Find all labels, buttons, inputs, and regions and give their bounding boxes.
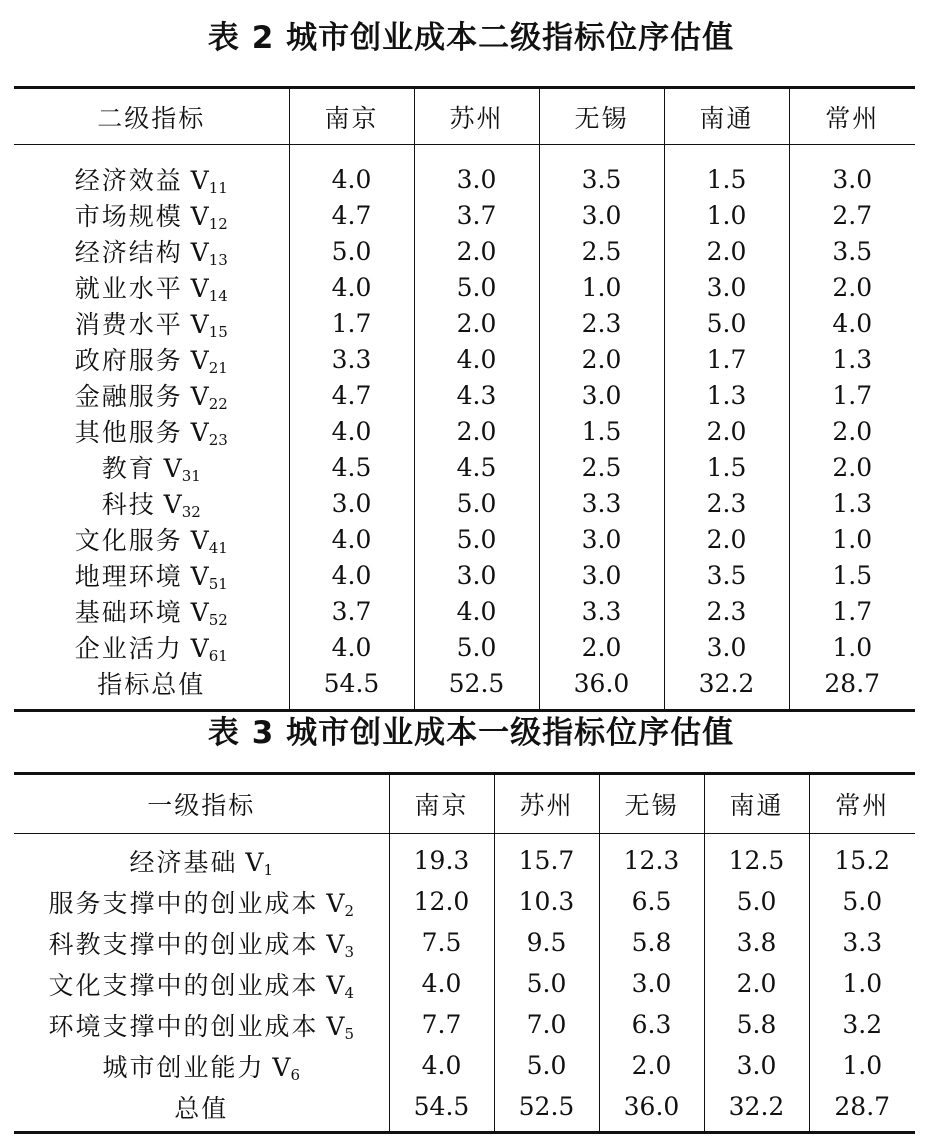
value-cell: 3.0 (289, 485, 414, 521)
value-cell: 36.0 (599, 1086, 704, 1133)
indicator-label-cell (14, 145, 289, 198)
value-cell: 1.7 (289, 305, 414, 341)
value-cell: 1.3 (789, 485, 915, 521)
value-cell: 2.0 (599, 1045, 704, 1086)
table3-header-city: 南京 (389, 774, 494, 834)
indicator-label-cell (14, 449, 289, 485)
table-row (14, 449, 915, 485)
table2-header-city: 南京 (289, 88, 414, 145)
indicator-subscript: 12 (208, 214, 228, 233)
indicator-subscript: 4 (344, 983, 355, 1002)
value-cell: 2.0 (664, 521, 789, 557)
table-row (14, 269, 915, 305)
value-cell: 1.3 (789, 341, 915, 377)
value-cell: 2.0 (539, 629, 664, 665)
indicator-subscript: 31 (181, 466, 201, 485)
indicator-label: 总值 (174, 1093, 229, 1123)
indicator-subscript: 14 (208, 286, 228, 305)
table2-header-city: 无锡 (539, 88, 664, 145)
value-cell: 2.0 (414, 413, 539, 449)
indicator-subscript: 11 (208, 178, 228, 197)
table-row (14, 665, 915, 711)
value-cell: 4.5 (289, 449, 414, 485)
indicator-subscript: 3 (344, 942, 355, 961)
indicator-label: 基础环境 (74, 598, 183, 627)
indicator-symbol: V (190, 310, 209, 339)
value-cell: 3.5 (664, 557, 789, 593)
value-cell: 3.3 (289, 341, 414, 377)
value-cell: 5.8 (704, 1004, 809, 1045)
table-row (14, 377, 915, 413)
value-cell: 3.0 (664, 629, 789, 665)
value-cell: 5.0 (414, 269, 539, 305)
value-cell: 10.3 (494, 881, 599, 922)
value-cell: 15.7 (494, 834, 599, 882)
table-row (14, 1086, 915, 1133)
value-cell: 3.2 (809, 1004, 915, 1045)
indicator-label: 科技 (101, 490, 156, 519)
value-cell: 7.0 (494, 1004, 599, 1045)
value-cell: 2.5 (539, 449, 664, 485)
indicator-subscript: 15 (208, 322, 228, 341)
value-cell: 4.0 (289, 413, 414, 449)
value-cell: 2.0 (789, 269, 915, 305)
indicator-label: 市场规模 (74, 202, 183, 231)
indicator-symbol: V (272, 1052, 291, 1082)
value-cell: 3.3 (539, 593, 664, 629)
table3 (14, 772, 915, 1134)
indicator-label: 文化服务 (74, 526, 183, 555)
value-cell: 4.0 (289, 145, 414, 198)
indicator-label-cell (14, 377, 289, 413)
indicator-label-cell (14, 834, 389, 882)
value-cell: 4.0 (389, 1045, 494, 1086)
value-cell: 2.0 (664, 233, 789, 269)
value-cell: 3.7 (289, 593, 414, 629)
table2-caption: 表 2 城市创业成本二级指标位序估值 (207, 20, 735, 56)
indicator-symbol: V (163, 490, 182, 519)
value-cell: 2.3 (664, 485, 789, 521)
indicator-label: 经济效益 (74, 166, 183, 195)
indicator-symbol: V (190, 526, 209, 555)
value-cell: 28.7 (789, 665, 915, 711)
indicator-subscript: 22 (208, 394, 228, 413)
indicator-symbol: V (190, 382, 209, 411)
indicator-subscript: 51 (208, 574, 228, 593)
value-cell: 6.3 (599, 1004, 704, 1045)
table3-caption: 表 3 城市创业成本一级指标位序估值 (207, 715, 735, 751)
value-cell: 4.0 (414, 593, 539, 629)
value-cell: 3.0 (539, 557, 664, 593)
table-row (14, 834, 915, 882)
indicator-label-cell (14, 485, 289, 521)
value-cell: 5.0 (704, 881, 809, 922)
table-row (14, 233, 915, 269)
value-cell: 4.0 (389, 963, 494, 1004)
table-row (14, 557, 915, 593)
value-cell: 5.8 (599, 922, 704, 963)
value-cell: 4.7 (289, 377, 414, 413)
value-cell: 3.0 (539, 377, 664, 413)
value-cell: 3.0 (704, 1045, 809, 1086)
value-cell: 3.8 (704, 922, 809, 963)
table3-header-city: 常州 (809, 774, 915, 834)
table-row (14, 1045, 915, 1086)
value-cell: 1.0 (809, 1045, 915, 1086)
value-cell: 1.5 (789, 557, 915, 593)
table2-header-indicator: 二级指标 (14, 88, 289, 145)
indicator-symbol: V (326, 970, 345, 1000)
value-cell: 2.5 (539, 233, 664, 269)
table3-header-indicator: 一级指标 (14, 774, 389, 834)
table-row (14, 1004, 915, 1045)
value-cell: 5.0 (494, 963, 599, 1004)
indicator-label-cell (14, 557, 289, 593)
value-cell: 4.0 (414, 341, 539, 377)
indicator-label-cell (14, 1086, 389, 1133)
indicator-label: 政府服务 (74, 346, 183, 375)
value-cell: 2.0 (414, 233, 539, 269)
indicator-label: 城市创业能力 (102, 1052, 265, 1082)
indicator-label: 环境支撑中的创业成本 (48, 1011, 319, 1041)
value-cell: 1.5 (539, 413, 664, 449)
value-cell: 3.0 (664, 269, 789, 305)
value-cell: 1.7 (789, 377, 915, 413)
table3-header-row (14, 774, 915, 834)
indicator-label: 其他服务 (74, 418, 183, 447)
value-cell: 2.3 (664, 593, 789, 629)
table2-container (14, 86, 915, 712)
value-cell: 52.5 (414, 665, 539, 711)
indicator-label: 消费水平 (74, 310, 183, 339)
value-cell: 2.0 (789, 413, 915, 449)
indicator-label: 企业活力 (74, 634, 183, 663)
value-cell: 1.0 (789, 629, 915, 665)
indicator-symbol: V (190, 418, 209, 447)
table2 (14, 86, 915, 712)
value-cell: 7.5 (389, 922, 494, 963)
value-cell: 2.0 (414, 305, 539, 341)
indicator-subscript: 32 (181, 502, 201, 521)
indicator-label-cell (14, 197, 289, 233)
indicator-label-cell (14, 305, 289, 341)
value-cell: 1.3 (664, 377, 789, 413)
indicator-label: 科教支撑中的创业成本 (48, 929, 319, 959)
value-cell: 5.0 (414, 521, 539, 557)
value-cell: 1.7 (664, 341, 789, 377)
indicator-label-cell (14, 233, 289, 269)
value-cell: 1.7 (789, 593, 915, 629)
value-cell: 5.0 (289, 233, 414, 269)
value-cell: 52.5 (494, 1086, 599, 1133)
table-row (14, 145, 915, 198)
value-cell: 3.5 (789, 233, 915, 269)
indicator-label-cell (14, 963, 389, 1004)
indicator-symbol: V (190, 562, 209, 591)
value-cell: 12.0 (389, 881, 494, 922)
indicator-symbol: V (190, 274, 209, 303)
value-cell: 4.0 (789, 305, 915, 341)
indicator-subscript: 1 (263, 860, 274, 879)
value-cell: 2.0 (539, 341, 664, 377)
indicator-subscript: 2 (344, 901, 355, 920)
indicator-symbol: V (190, 202, 209, 231)
value-cell: 2.7 (789, 197, 915, 233)
value-cell: 3.0 (414, 145, 539, 198)
value-cell: 12.5 (704, 834, 809, 882)
value-cell: 32.2 (664, 665, 789, 711)
value-cell: 3.0 (539, 521, 664, 557)
indicator-label: 经济基础 (129, 847, 238, 877)
value-cell: 2.0 (664, 413, 789, 449)
table-row (14, 413, 915, 449)
value-cell: 4.7 (289, 197, 414, 233)
value-cell: 1.0 (539, 269, 664, 305)
indicator-symbol: V (326, 929, 345, 959)
value-cell: 5.0 (664, 305, 789, 341)
indicator-label: 金融服务 (74, 382, 183, 411)
value-cell: 2.0 (789, 449, 915, 485)
indicator-subscript: 13 (208, 250, 228, 269)
value-cell: 6.5 (599, 881, 704, 922)
table2-header-city: 苏州 (414, 88, 539, 145)
table2-header-city: 南通 (664, 88, 789, 145)
indicator-symbol: V (190, 166, 209, 195)
indicator-label-cell (14, 629, 289, 665)
value-cell: 5.0 (414, 629, 539, 665)
table2-header-row (14, 88, 915, 145)
value-cell: 15.2 (809, 834, 915, 882)
value-cell: 3.5 (539, 145, 664, 198)
table-row (14, 881, 915, 922)
value-cell: 1.0 (664, 197, 789, 233)
indicator-subscript: 6 (290, 1065, 301, 1084)
indicator-subscript: 21 (208, 358, 228, 377)
value-cell: 32.2 (704, 1086, 809, 1133)
value-cell: 5.0 (494, 1045, 599, 1086)
indicator-subscript: 5 (344, 1024, 355, 1043)
table3-header-city: 苏州 (494, 774, 599, 834)
indicator-label-cell (14, 593, 289, 629)
table-row (14, 963, 915, 1004)
indicator-label-cell (14, 341, 289, 377)
indicator-label-cell (14, 665, 289, 711)
indicator-label: 指标总值 (97, 670, 206, 699)
value-cell: 4.5 (414, 449, 539, 485)
value-cell: 3.0 (539, 197, 664, 233)
value-cell: 19.3 (389, 834, 494, 882)
indicator-symbol: V (326, 1011, 345, 1041)
value-cell: 3.3 (809, 922, 915, 963)
indicator-label: 地理环境 (74, 562, 183, 591)
table3-header-city: 无锡 (599, 774, 704, 834)
value-cell: 1.0 (809, 963, 915, 1004)
indicator-label-cell (14, 269, 289, 305)
indicator-symbol: V (190, 634, 209, 663)
indicator-symbol: V (190, 598, 209, 627)
indicator-label: 文化支撑中的创业成本 (48, 970, 319, 1000)
value-cell: 2.0 (704, 963, 809, 1004)
table-row (14, 922, 915, 963)
value-cell: 3.0 (599, 963, 704, 1004)
table-row (14, 485, 915, 521)
indicator-label: 服务支撑中的创业成本 (48, 888, 319, 918)
indicator-subscript: 52 (208, 610, 228, 629)
value-cell: 9.5 (494, 922, 599, 963)
indicator-label-cell (14, 413, 289, 449)
indicator-label-cell (14, 1045, 389, 1086)
value-cell: 5.0 (414, 485, 539, 521)
indicator-label-cell (14, 521, 289, 557)
value-cell: 12.3 (599, 834, 704, 882)
indicator-symbol: V (245, 847, 264, 877)
value-cell: 36.0 (539, 665, 664, 711)
indicator-label-cell (14, 922, 389, 963)
table-row (14, 521, 915, 557)
value-cell: 2.3 (539, 305, 664, 341)
value-cell: 4.0 (289, 557, 414, 593)
table3-container (14, 772, 915, 1134)
indicator-subscript: 23 (208, 430, 228, 449)
indicator-symbol: V (190, 238, 209, 267)
table-row (14, 593, 915, 629)
indicator-symbol: V (326, 888, 345, 918)
table-row (14, 197, 915, 233)
value-cell: 4.0 (289, 269, 414, 305)
table-row (14, 341, 915, 377)
value-cell: 54.5 (289, 665, 414, 711)
value-cell: 1.5 (664, 449, 789, 485)
value-cell: 4.0 (289, 521, 414, 557)
value-cell: 54.5 (389, 1086, 494, 1133)
value-cell: 3.3 (539, 485, 664, 521)
indicator-symbol: V (163, 454, 182, 483)
value-cell: 3.7 (414, 197, 539, 233)
indicator-symbol: V (190, 346, 209, 375)
table2-header-city: 常州 (789, 88, 915, 145)
value-cell: 3.0 (789, 145, 915, 198)
indicator-subscript: 61 (208, 646, 228, 665)
value-cell: 4.0 (289, 629, 414, 665)
indicator-subscript: 41 (208, 538, 228, 557)
value-cell: 4.3 (414, 377, 539, 413)
indicator-label: 教育 (101, 454, 156, 483)
value-cell: 7.7 (389, 1004, 494, 1045)
indicator-label: 就业水平 (74, 274, 183, 303)
table-row (14, 629, 915, 665)
value-cell: 1.0 (789, 521, 915, 557)
table-row (14, 305, 915, 341)
value-cell: 3.0 (414, 557, 539, 593)
indicator-label-cell (14, 1004, 389, 1045)
indicator-label-cell (14, 881, 389, 922)
value-cell: 5.0 (809, 881, 915, 922)
value-cell: 28.7 (809, 1086, 915, 1133)
value-cell: 1.5 (664, 145, 789, 198)
indicator-label: 经济结构 (74, 238, 183, 267)
table3-header-city: 南通 (704, 774, 809, 834)
